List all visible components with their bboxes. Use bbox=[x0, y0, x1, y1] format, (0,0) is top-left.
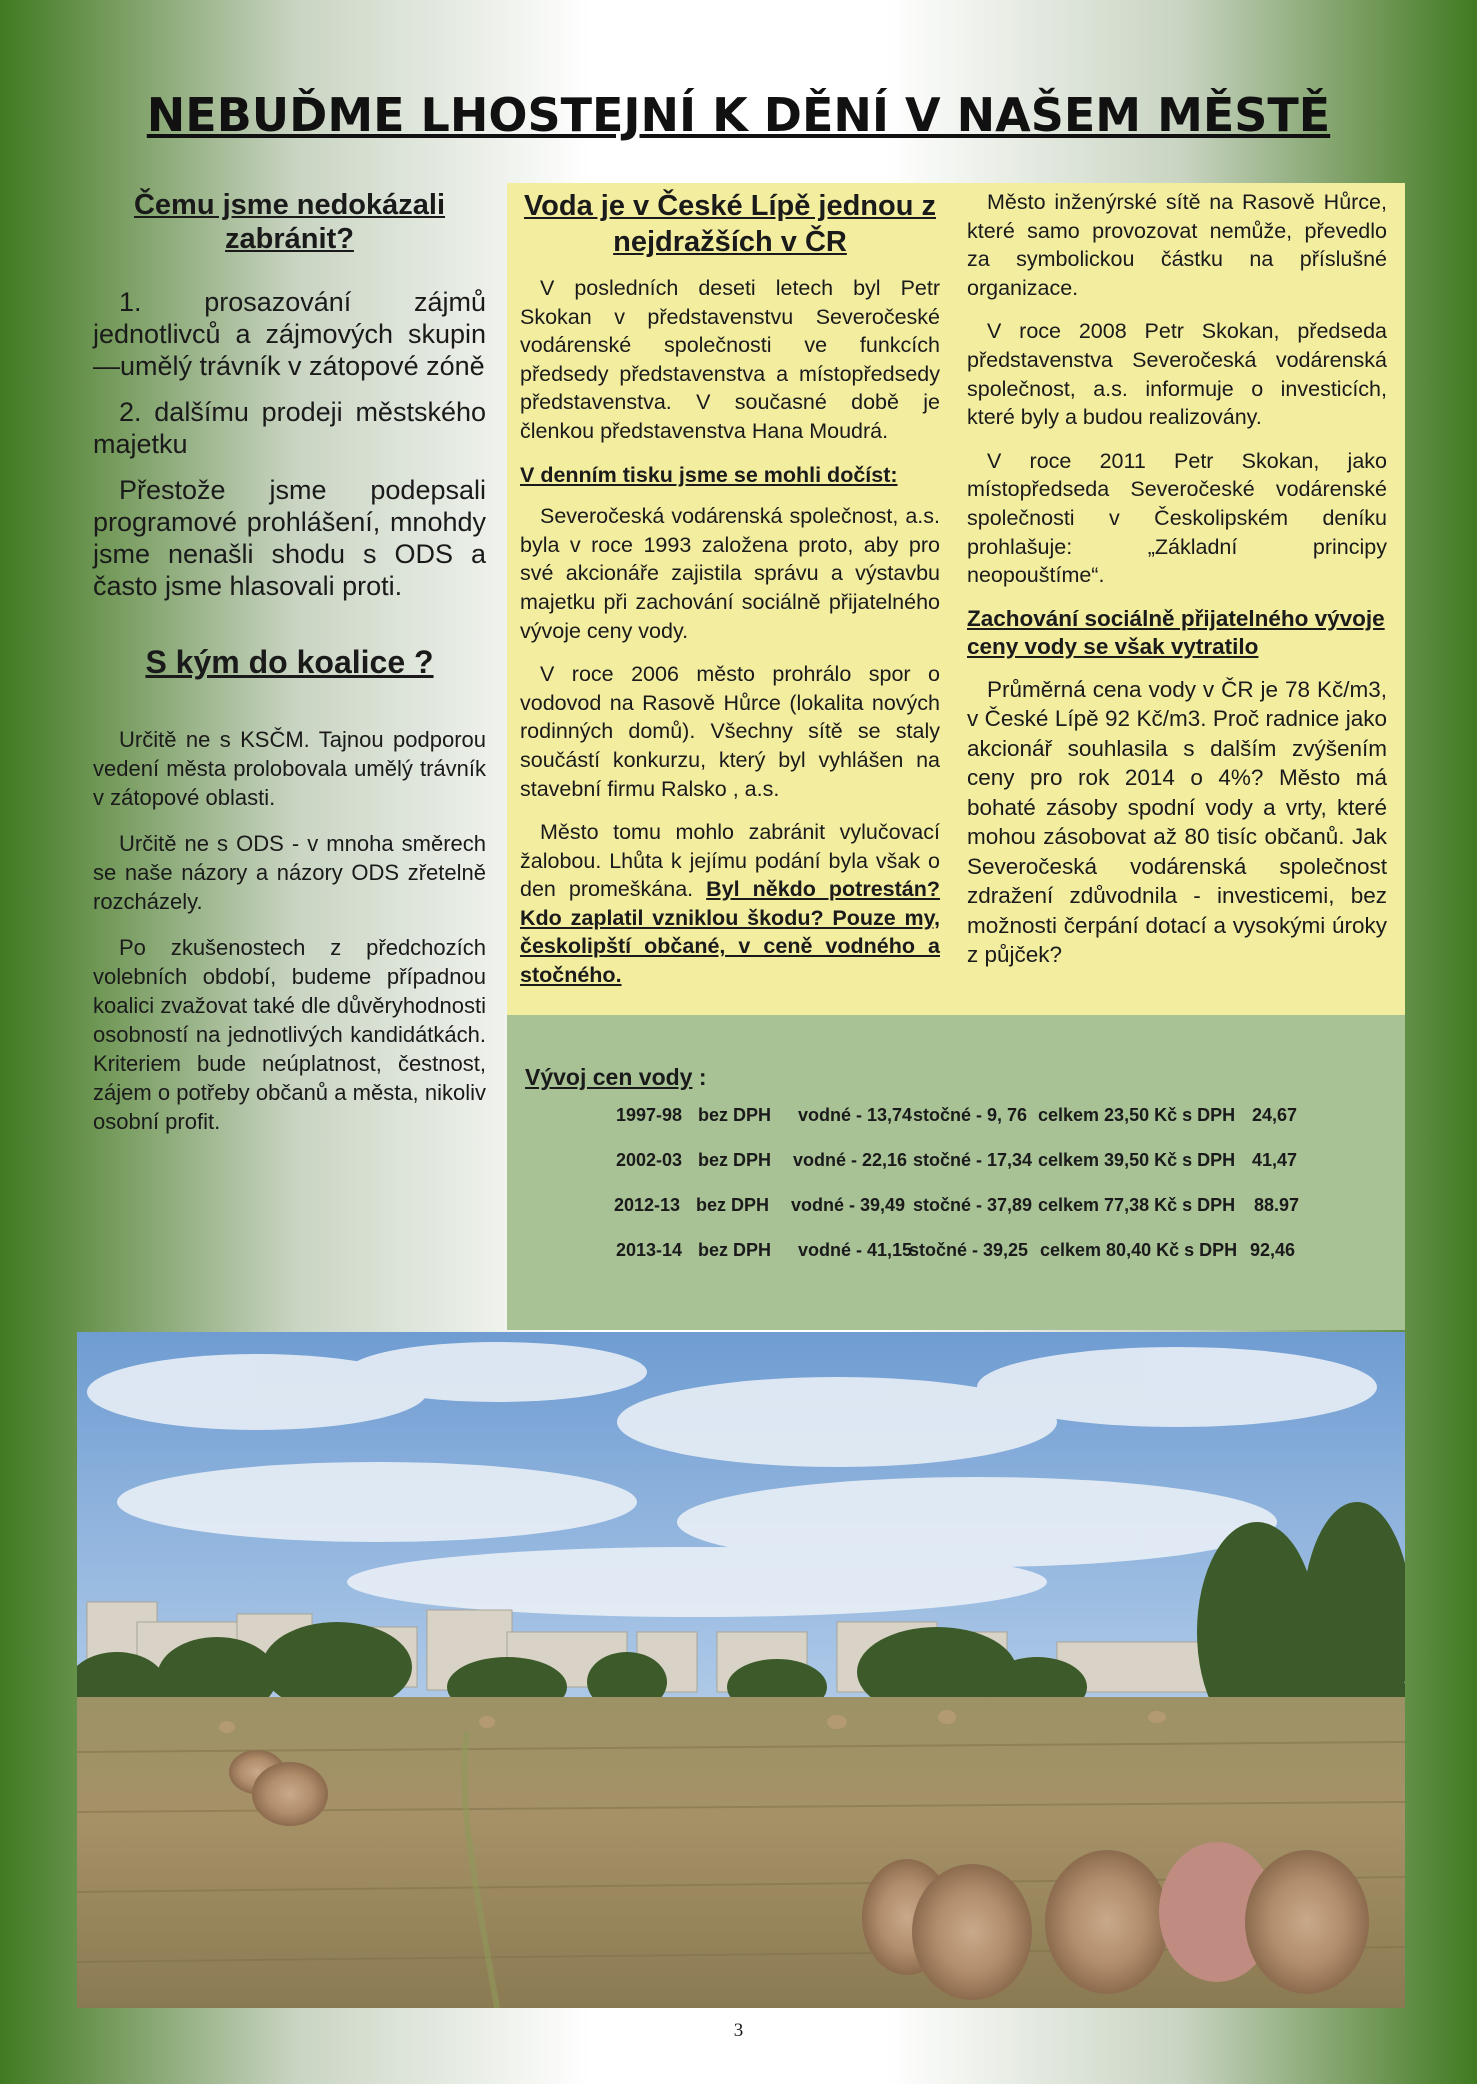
price-celkem: celkem 39,50 Kč s DPH bbox=[1038, 1150, 1236, 1170]
right-p2: V roce 2008 Petr Skokan, předseda představenstva Severočeská vodárenská společnost, a.s. informuje o investicích, které byly a budou realizovány. bbox=[967, 319, 1387, 430]
price-box bbox=[507, 1015, 1405, 1330]
photo-illustration bbox=[77, 1332, 1405, 2008]
article-p2: Severočeská vodárenská společnost, a.s. byla v roce 1993 založena proto, aby pro své akcionáře zajistila správu a výstavbu majetku při zachování sociálně přijatelného vývoje ceny vody. bbox=[520, 504, 940, 643]
price-bez-dph: bez DPH bbox=[698, 1105, 772, 1125]
landscape-photo bbox=[77, 1332, 1405, 2008]
price-period: 2013-14 bbox=[616, 1240, 683, 1260]
price-period: 1997-98 bbox=[616, 1105, 683, 1125]
right-subheading: Zachování sociálně přijatelného vývoje ceny vody se však vytratilo bbox=[967, 605, 1385, 660]
price-celkem: celkem 80,40 Kč s DPH bbox=[1040, 1240, 1238, 1260]
price-celkem: celkem 77,38 Kč s DPH bbox=[1038, 1195, 1236, 1215]
article-p4 bbox=[520, 818, 940, 990]
price-s-dph: 92,46 bbox=[1250, 1240, 1296, 1260]
right-p3: V roce 2011 Petr Skokan, jako místopředseda Severočeské vodárenské společnosti v Českolipském deníku prohlašuje: „Základní principy neopouštíme“. bbox=[967, 448, 1387, 588]
price-s-dph: 88.97 bbox=[1254, 1195, 1300, 1215]
price-vodne: vodné - 22,16 bbox=[793, 1150, 908, 1170]
left-item-1: 1. prosazování zájmů jednotlivců a zájmových skupin—umělý trávník v zátopové zóně bbox=[93, 287, 486, 381]
price-stocne: stočné - 39,25 bbox=[909, 1240, 1029, 1260]
right-p4: Průměrná cena vody v ČR je 78 Kč/m3, v České Lípě 92 Kč/m3. Proč radnice jako akcionář souhlasila s dalším zvýšením ceny pro rok 2014 o 4%? Město má bohaté zásoby spodní vody a vrty, které mohou zásobovat až 80 tisíc občanů. Jak Severočeská vodárenská společnost zdražení zdůvodnila - investicemi, bez možnosti čerpání dotací a vysokými úroky z půjček? bbox=[967, 676, 1387, 968]
price-s-dph: 41,47 bbox=[1252, 1150, 1298, 1170]
price-heading-colon: : bbox=[698, 1064, 707, 1090]
article-p4-question: Byl někdo potrestán? Kdo zaplatil vzniklou škodu? Pouze my, českolipští občané, v ceně vodného a stočného. bbox=[520, 877, 941, 988]
price-bez-dph: bez DPH bbox=[698, 1240, 772, 1260]
price-celkem: celkem 23,50 Kč s DPH bbox=[1038, 1105, 1236, 1125]
article-p4-text: Město tomu mohlo zabránit vylučovací žalobou. Lhůta k jejímu podání byla však o den promeškána. bbox=[520, 820, 940, 902]
price-bez-dph: bez DPH bbox=[698, 1150, 772, 1170]
price-heading-text: Vývoj cen vody bbox=[525, 1064, 693, 1090]
left-item-2: 2. dalšímu prodeji městského majetku bbox=[93, 397, 486, 459]
price-period: 2002-03 bbox=[616, 1150, 683, 1170]
price-vodne: vodné - 41,15 bbox=[798, 1240, 913, 1260]
koalice-ksm: Určitě ne s KSČM. Tajnou podporou vedení města prolobovala umělý trávník v zátopové oblasti. bbox=[93, 727, 486, 810]
price-vodne: vodné - 39,49 bbox=[791, 1195, 906, 1215]
price-s-dph: 24,67 bbox=[1252, 1105, 1298, 1125]
page-number: 3 bbox=[733, 2020, 744, 2041]
price-vodne: vodné - 13,74 bbox=[798, 1105, 913, 1125]
price-stocne: stočné - 9, 76 bbox=[913, 1105, 1028, 1125]
price-stocne: stočné - 37,89 bbox=[913, 1195, 1033, 1215]
article-p3: V roce 2006 město prohrálo spor o vodovod na Rasově Hůrce (lokalita nových rodinných domů). Všechny sítě se staly součástí konkurzu, který byl vyhlášen na stavební firmu Ralsko , a.s. bbox=[520, 662, 940, 801]
right-p1: Město inženýrské sítě na Rasově Hůrce, které samo provozovat nemůže, převedlo za symbolickou částku na příslušné organizace. bbox=[967, 190, 1387, 300]
article-subheading: V denním tisku jsme se mohli dočíst: bbox=[520, 462, 898, 487]
right-column bbox=[967, 188, 1387, 985]
left-column bbox=[93, 188, 486, 1153]
price-stocne: stočné - 17,34 bbox=[913, 1150, 1033, 1170]
article-heading: Voda je v České Lípě jednou z nejdražších v ČR bbox=[523, 190, 937, 258]
heading-cemu: Čemu jsme nedokázali zabránit? bbox=[133, 189, 446, 255]
left-paragraph: Přestože jsme podepsali programové prohlášení, mnohdy jsme nenašli shodu s ODS a často jsme hlasovali proti. bbox=[93, 475, 486, 601]
koalice-criteria: Po zkušenostech z předchozích volebních období, budeme případnou koalici zvažovat také dle důvěryhodnosti osobností na jednotlivých kandidátkách. Kriteriem bude neúplatnost, čestnost, zájem o potřeby občanů a města, nikoliv osobní profit. bbox=[93, 935, 486, 1134]
price-bez-dph: bez DPH bbox=[696, 1195, 770, 1215]
price-period: 2012-13 bbox=[614, 1195, 681, 1215]
koalice-ods: Určitě ne s ODS - v mnoha směrech se naše názory a názory ODS zřetelně rozcházely. bbox=[93, 831, 486, 914]
article-p1: V posledních deseti letech byl Petr Skokan v představenstvu Severočeské vodárenské společnosti ve funkcích předsedy představenstva a místopředsedy představenstva. V současné době je členkou představenstva Hana Moudrá. bbox=[520, 276, 940, 443]
price-heading bbox=[525, 1064, 707, 1091]
middle-column bbox=[520, 188, 940, 1005]
heading-koalice: S kým do koalice ? bbox=[145, 644, 434, 680]
page-title: NEBUĎME LHOSTEJNÍ K DĚNÍ V NAŠEM MĚSTĚ bbox=[146, 88, 1331, 142]
